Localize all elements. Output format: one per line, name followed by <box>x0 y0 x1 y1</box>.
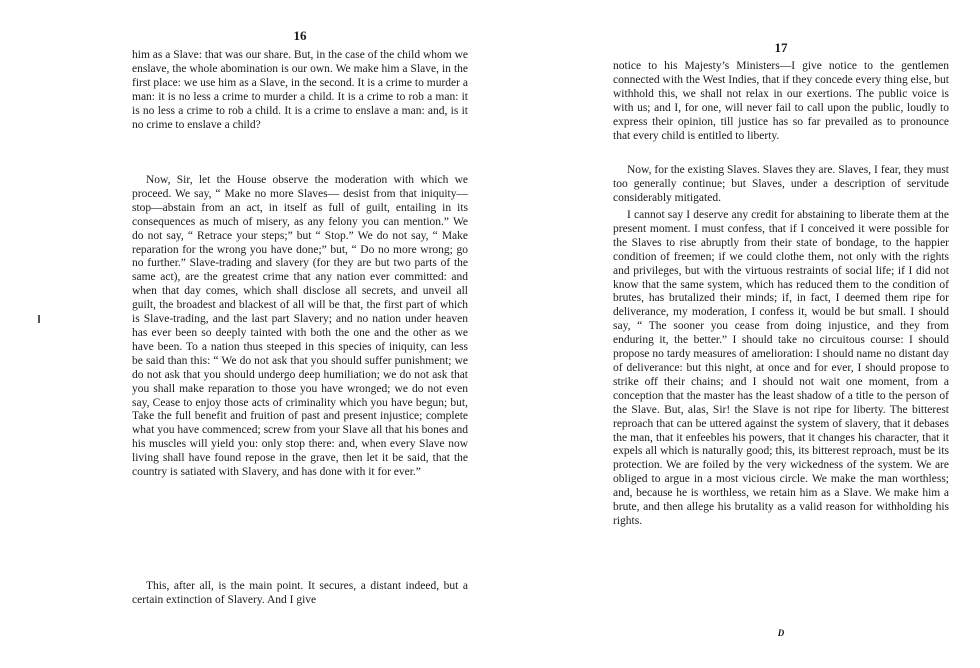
paragraph-left-1: him as a Slave: that was our share. But, in the case of the child whom we enslave, the whole abomination is our own. We make him a Slave, in the first place: we use him as a Slave, in the second. It is a crime to murder a man: it is no less a crime to murder a child. It is a crime to rob a man: it is no less a crime to rob a child. It is a crime to enslave a man: and, is it no crime to enslave a child? <box>132 49 468 131</box>
paragraph-left-2: Now, Sir, let the House observe the moderation with which we proceed. We say, “ Make no more Slaves— desist from that iniquity—stop—abstain from an act, in itself as full of guilt, entailing in its consequences as much of misery, as any felony you can mention.” We do not say, “ Retrace your steps;” but “ Stop.” We do not say, “ Make reparation for the wrong you have done;” but, “ Do no more wrong; go no further.” Slave-trading and slavery (for they are but two parts of the same act), are the greatest crime that any nation ever committed: and when that day comes, which shall disclose all secrets, and unveil all guilt, the broadest and blackest of all will be that, the first part of which is Slave-trading, and the last part Slavery; and no nation under heaven has ever been so deeply tainted with both the one and the other as we have been. To a nation thus steeped in this species of iniquity, can less be said than this: “ We do not ask that you should suffer punishment; we do not ask that you should undergo deep humiliation; we do not ask that you shall make reparation to those you have wronged; we do not even say, Cease to enjoy those acts of criminality which you have begun; but, Take the full benefit and fruition of past and present injustice; complete what you have commenced; screw from your Slave all that his bones and his muscles will yield you: only stop there: and, when every Slave now living shall have found repose in the grave, then let it be said, that the country is satiated with Slavery, and has done with it for ever.” <box>132 174 468 479</box>
paragraph-right-2: Now, for the existing Slaves. Slaves they are. Slaves, I fear, they must too generally continue; but Slaves, under a description of servitude considerably mitigated. <box>613 164 949 204</box>
margin-mark <box>38 315 40 323</box>
paragraph-right-1: notice to his Majesty’s Ministers—I give notice to the gentlemen connected with the West Indies, that if they concede every thing else, but withhold this, we shall not relax in our exertions. The public voice is with us; and I, for one, will never fail to call upon the public, loudly to express their opinion, till justice has so far prevailed as to pronounce that every child is entitled to liberty. <box>613 60 949 142</box>
page-number-right: 17 <box>774 40 788 55</box>
signature-mark: D <box>777 628 785 638</box>
paragraph-right-3: I cannot say I deserve any credit for abstaining to liberate them at the present moment. I must confess, that if I conceived it were possible for the Slaves to rise abruptly from their state of bondage, to the happier condition of freemen; if we could clothe them, not only with the rights and privileges, but with the virtuous restraints of social life; if I did not know that the same system, which has reduced them to the condition of brutes, has brutalized their minds; if, in fact, I deemed them ripe for deliverance, my moderation, I confess it, would be but small. I should say, “ The sooner you cease from doing injustice, and they from enduring it, the better.” I should take no circuitous course: I should propose no tardy measures of amelioration: I should name no distant day of deliverance: but this night, at once and for ever, I should propose to strike off their chains; and I should not wait one moment, from a conception that the master has the least shadow of a title to the person of the Slave. But, alas, Sir! the Slave is not ripe for liberty. The bitterest reproach that can be uttered against the system of slavery, that it debases the man, that it enfeebles his powers, that it changes his character, that it expels all which is naturally good; this, its bitterest reproach, must be its protection. We are foiled by the very wickedness of the system. We are obliged to argue in a most vicious circle. We make the man worthless; and, because he is worthless, we retain him as a Slave. We make him a brute, and then allege his brutality as a valid reason for withholding his rights. <box>613 209 949 527</box>
page-number-left: 16 <box>293 28 307 43</box>
paragraph-left-3: This, after all, is the main point. It secures, a distant indeed, but a certain extinction of Slavery. And I give <box>132 580 468 606</box>
